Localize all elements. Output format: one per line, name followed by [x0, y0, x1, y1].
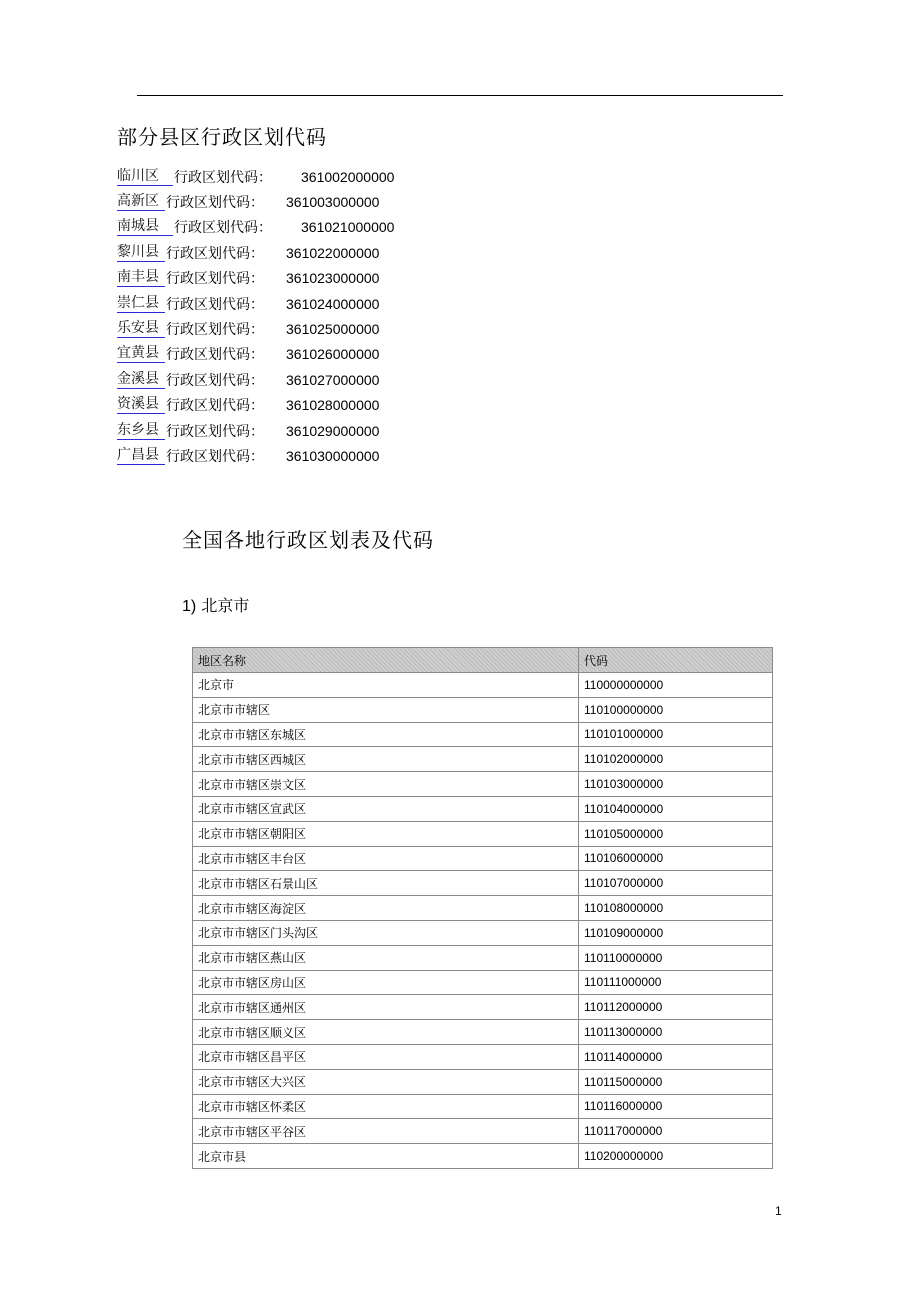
- table-row: [193, 772, 773, 797]
- table-header-row: [193, 648, 773, 673]
- subtitle: 全国各地行政区划表及代码: [182, 528, 434, 552]
- table-row: [193, 896, 773, 921]
- region-code-table: [192, 647, 773, 1169]
- table-row: [193, 1044, 773, 1069]
- list-item: [117, 189, 537, 214]
- code-label: 行政区划代码：: [166, 195, 264, 212]
- table-row: [193, 871, 773, 896]
- county-link-lichuan[interactable]: 黎川县: [117, 244, 165, 262]
- county-link-linchuan[interactable]: 临川区: [117, 168, 173, 186]
- county-link-guangchang[interactable]: 广昌县: [117, 447, 165, 465]
- code-label: 行政区划代码：: [166, 347, 264, 364]
- region-code: 110100000000: [579, 697, 773, 722]
- region-code: 110111000000: [579, 970, 773, 995]
- table-row: [193, 1119, 773, 1144]
- table-row: [193, 747, 773, 772]
- county-link-dongxiang[interactable]: 东乡县: [117, 422, 165, 440]
- county-link-lean[interactable]: 乐安县: [117, 320, 165, 338]
- table-row: [193, 697, 773, 722]
- section-title: 部分县区行政区划代码: [117, 125, 327, 149]
- code-label: 行政区划代码：: [166, 372, 264, 389]
- region-name: 北京市市辖区东城区: [193, 722, 579, 747]
- county-code: 361022000000: [286, 244, 380, 261]
- county-code: 361028000000: [286, 397, 380, 414]
- region-code: 110101000000: [579, 722, 773, 747]
- region-name: 北京市市辖区西城区: [193, 747, 579, 772]
- table-row: [193, 1094, 773, 1119]
- column-header-name: 地区名称: [193, 648, 579, 673]
- region-code: 110105000000: [579, 821, 773, 846]
- list-item: [117, 215, 537, 240]
- region-name: 北京市市辖区怀柔区: [193, 1094, 579, 1119]
- region-code: 110114000000: [579, 1044, 773, 1069]
- region-code: 110113000000: [579, 1020, 773, 1045]
- code-label: 行政区划代码：: [174, 169, 272, 186]
- region-name: 北京市市辖区门头沟区: [193, 920, 579, 945]
- table-row: [193, 796, 773, 821]
- region-code: 110107000000: [579, 871, 773, 896]
- list-item: [117, 367, 537, 392]
- region-code: 110110000000: [579, 945, 773, 970]
- county-code: 361025000000: [286, 321, 380, 338]
- region-code: 110200000000: [579, 1144, 773, 1169]
- table-row: [193, 995, 773, 1020]
- region-name: 北京市市辖区通州区: [193, 995, 579, 1020]
- list-item: [117, 418, 537, 443]
- region-code: 110115000000: [579, 1069, 773, 1094]
- region-name: 北京市市辖区朝阳区: [193, 821, 579, 846]
- table-row: [193, 846, 773, 871]
- table-row: [193, 1144, 773, 1169]
- table-row: [193, 821, 773, 846]
- region-code: 110104000000: [579, 796, 773, 821]
- region-name: 北京市市辖区宣武区: [193, 796, 579, 821]
- region-code: 110109000000: [579, 920, 773, 945]
- region-name: 北京市市辖区平谷区: [193, 1119, 579, 1144]
- region-name: 北京市市辖区房山区: [193, 970, 579, 995]
- table-row: [193, 1020, 773, 1045]
- region-name: 北京市市辖区丰台区: [193, 846, 579, 871]
- county-code: 361026000000: [286, 346, 380, 363]
- list-item: [117, 342, 537, 367]
- code-label: 行政区划代码：: [166, 296, 264, 313]
- list-item: [117, 240, 537, 265]
- county-code: 361021000000: [301, 219, 395, 236]
- county-link-gaoxin[interactable]: 高新区: [117, 193, 165, 211]
- region-name: 北京市市辖区顺义区: [193, 1020, 579, 1045]
- code-label: 行政区划代码：: [166, 423, 264, 440]
- region-code: 110117000000: [579, 1119, 773, 1144]
- region-code: 110102000000: [579, 747, 773, 772]
- region-name: 北京市: [193, 673, 579, 698]
- region-name: 北京市市辖区燕山区: [193, 945, 579, 970]
- county-link-zixi[interactable]: 资溪县: [117, 396, 165, 414]
- county-code: 361023000000: [286, 270, 380, 287]
- county-link-nancheng[interactable]: 南城县: [117, 218, 173, 236]
- header-rule: [137, 95, 783, 96]
- city-name: 北京市: [201, 596, 250, 615]
- region-code: 110112000000: [579, 995, 773, 1020]
- list-item: [117, 393, 537, 418]
- table-row: [193, 1069, 773, 1094]
- list-item: [117, 316, 537, 341]
- county-code: 361003000000: [286, 194, 380, 211]
- code-label: 行政区划代码：: [166, 398, 264, 415]
- region-name: 北京市市辖区海淀区: [193, 896, 579, 921]
- code-label: 行政区划代码：: [174, 220, 272, 237]
- list-item: [117, 164, 537, 189]
- county-code: 361029000000: [286, 422, 380, 439]
- code-label: 行政区划代码：: [166, 271, 264, 288]
- region-name: 北京市市辖区昌平区: [193, 1044, 579, 1069]
- code-label: 行政区划代码：: [166, 448, 264, 465]
- region-name: 北京市市辖区大兴区: [193, 1069, 579, 1094]
- list-item: [117, 266, 537, 291]
- county-link-yihuang[interactable]: 宜黄县: [117, 345, 165, 363]
- table-row: [193, 920, 773, 945]
- county-code-list: [117, 164, 537, 469]
- region-code: 110103000000: [579, 772, 773, 797]
- county-link-chongren[interactable]: 崇仁县: [117, 295, 165, 313]
- region-code: 110116000000: [579, 1094, 773, 1119]
- code-label: 行政区划代码：: [166, 322, 264, 339]
- county-link-jinxi[interactable]: 金溪县: [117, 371, 165, 389]
- county-code: 361027000000: [286, 371, 380, 388]
- region-code: 110106000000: [579, 846, 773, 871]
- region-name: 北京市市辖区: [193, 697, 579, 722]
- county-code: 361024000000: [286, 295, 380, 312]
- region-code: 110108000000: [579, 896, 773, 921]
- county-link-nanfeng[interactable]: 南丰县: [117, 269, 165, 287]
- column-header-code: 代码: [579, 648, 773, 673]
- code-label: 行政区划代码：: [166, 245, 264, 262]
- county-code: 361002000000: [301, 168, 395, 185]
- table-row: [193, 722, 773, 747]
- table-row: [193, 673, 773, 698]
- city-heading: [182, 595, 249, 618]
- region-name: 北京市市辖区崇文区: [193, 772, 579, 797]
- region-name: 北京市市辖区石景山区: [193, 871, 579, 896]
- list-item: [117, 291, 537, 316]
- region-code: 110000000000: [579, 673, 773, 698]
- city-number: 1): [182, 598, 197, 615]
- list-item: [117, 443, 537, 468]
- region-name: 北京市县: [193, 1144, 579, 1169]
- county-code: 361030000000: [286, 447, 380, 464]
- table-row: [193, 970, 773, 995]
- table-row: [193, 945, 773, 970]
- page-number: 1: [775, 1204, 782, 1218]
